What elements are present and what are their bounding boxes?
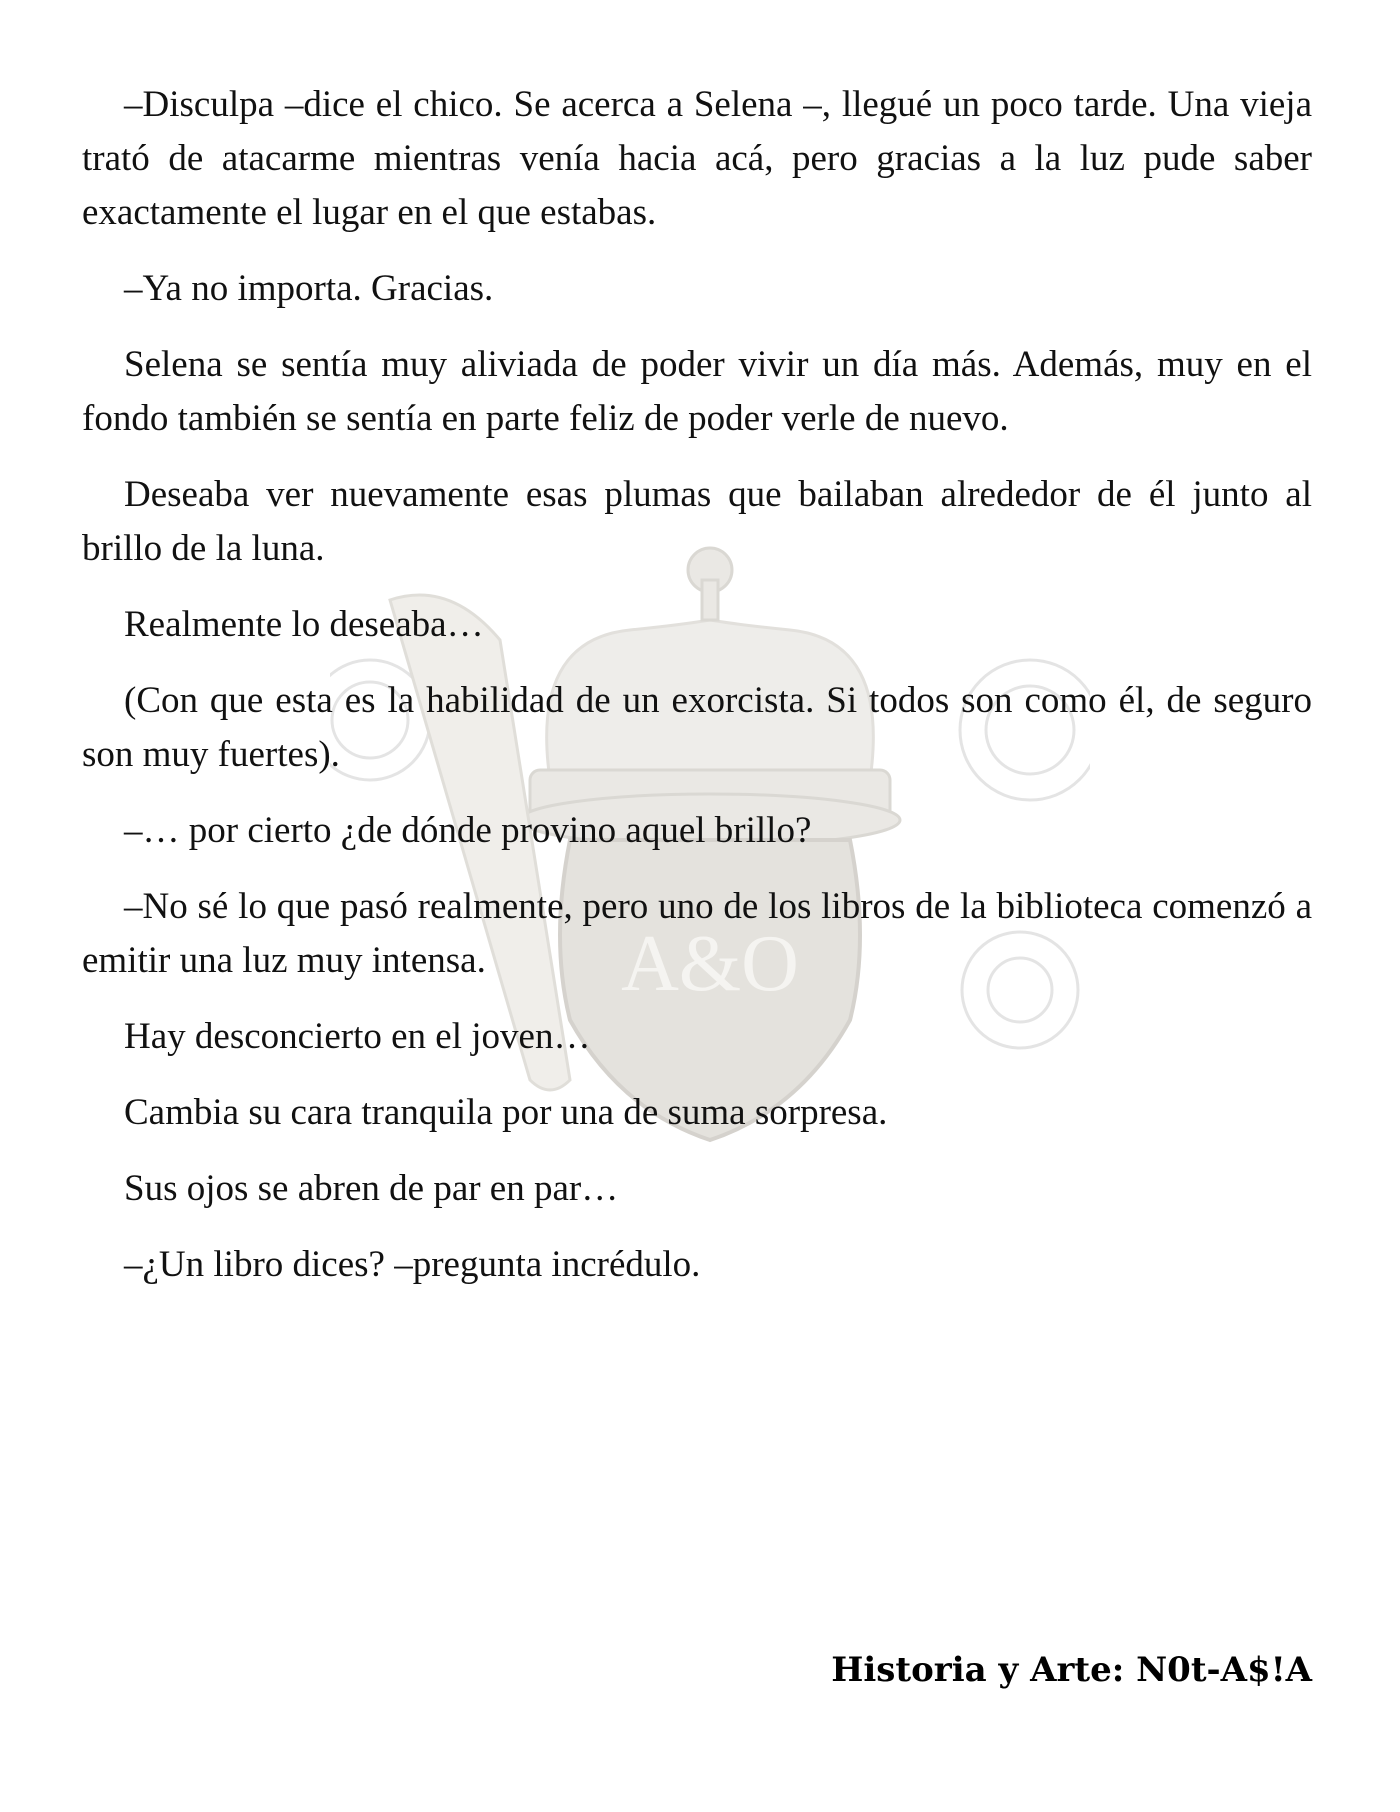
author-credit: Historia y Arte: N0t-A$!A [831, 1650, 1312, 1690]
paragraph: (Con que esta es la habilidad de un exorcista. Si todos son como él, de seguro son muy fuertes). [82, 680, 1312, 775]
paragraph: Realmente lo deseaba… [124, 604, 484, 645]
story-text [82, 78, 1312, 1314]
paragraph: –… por cierto ¿de dónde provino aquel brillo? [124, 810, 812, 851]
paragraph: Deseaba ver nuevamente esas plumas que bailaban alrededor de él junto al brillo de la luna. [82, 474, 1312, 569]
paragraph: Selena se sentía muy aliviada de poder vivir un día más. Además, muy en el fondo también se sentía en parte feliz de poder verle de nuevo. [82, 344, 1312, 439]
paragraph: –Disculpa –dice el chico. Se acerca a Selena –, llegué un poco tarde. Una vieja trató de atacarme mientras venía hacia acá, pero gracias a la luz pude saber exactamente el lugar en el que estabas. [82, 84, 1312, 233]
paragraph: Sus ojos se abren de par en par… [124, 1168, 619, 1209]
paragraph: –Ya no importa. Gracias. [124, 268, 494, 309]
paragraph: –No sé lo que pasó realmente, pero uno de los libros de la biblioteca comenzó a emitir una luz muy intensa. [82, 886, 1312, 981]
paragraph: Hay desconcierto en el joven… [124, 1016, 591, 1057]
svg-text:A&O: A&O [621, 920, 799, 1008]
paragraph: –¿Un libro dices? –pregunta incrédulo. [124, 1244, 701, 1285]
paragraph: Cambia su cara tranquila por una de suma sorpresa. [124, 1092, 888, 1133]
